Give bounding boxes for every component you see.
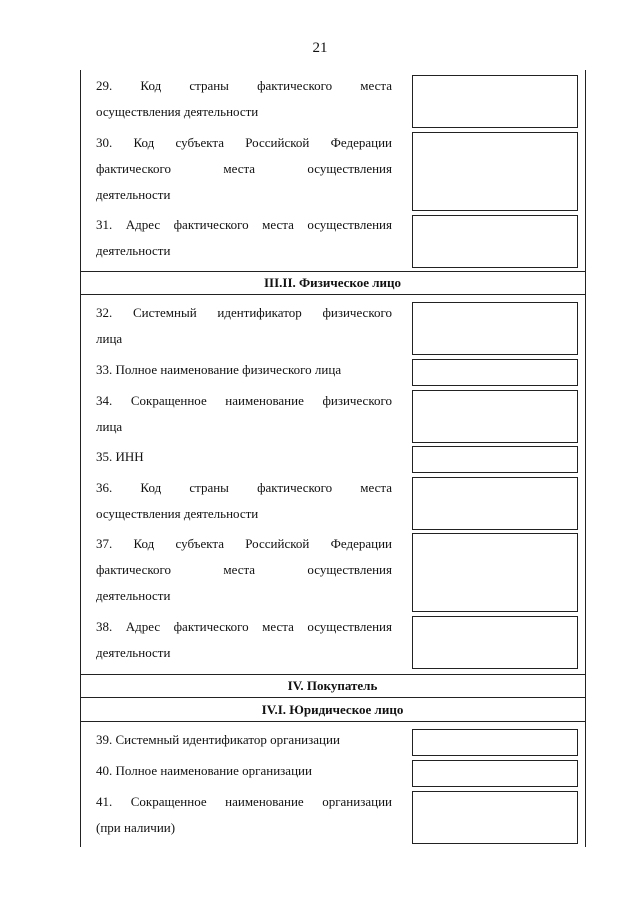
field-label xyxy=(96,357,392,383)
field-label-line-first: 33. Полное наименование физического лица xyxy=(96,362,342,377)
field-label-line-first: 38. Адрес фактического места осуществления xyxy=(96,619,392,634)
field-label-line: фактического места осуществления xyxy=(96,161,392,176)
field-label-line: осуществления деятельности xyxy=(96,506,259,521)
field-label-line: лица xyxy=(96,331,123,346)
field-label-line: деятельности xyxy=(96,588,171,603)
field-label-line: фактического места осуществления xyxy=(96,562,392,577)
section-rule xyxy=(80,294,585,295)
field-label-line: осуществления деятельности xyxy=(96,104,259,119)
field-label xyxy=(96,300,392,352)
input-box-30[interactable] xyxy=(412,132,578,211)
input-box-32[interactable] xyxy=(412,302,578,355)
field-label-line-first: 30. Код субъекта Российской Федерации xyxy=(96,135,392,150)
field-label xyxy=(96,758,392,784)
section-rule xyxy=(80,271,585,272)
field-label xyxy=(96,212,392,264)
input-box-36[interactable] xyxy=(412,477,578,530)
input-box-41[interactable] xyxy=(412,791,578,844)
field-label-line-first: 39. Системный идентификатор организации xyxy=(96,732,340,747)
input-box-40[interactable] xyxy=(412,760,578,787)
field-label-line-first: 41. Сокращенное наименование организации xyxy=(96,794,392,809)
section-heading-legal-entity: IV.I. Юридическое лицо xyxy=(261,702,404,717)
field-label xyxy=(96,444,392,470)
field-label xyxy=(96,789,392,841)
input-box-37[interactable] xyxy=(412,533,578,612)
field-label-line-first: 35. ИНН xyxy=(96,449,144,464)
section-rule xyxy=(80,697,585,698)
field-label-line-first: 32. Системный идентификатор физического xyxy=(96,305,392,320)
section-rule xyxy=(80,674,585,675)
field-label xyxy=(96,475,392,527)
field-label-line-first: 29. Код страны фактического места xyxy=(96,78,392,93)
input-box-39[interactable] xyxy=(412,729,578,756)
field-label-line: (при наличии) xyxy=(96,820,176,835)
field-label-line-first: 34. Сокращенное наименование физического xyxy=(96,393,392,408)
input-box-29[interactable] xyxy=(412,75,578,128)
field-label xyxy=(96,130,392,208)
field-label-line-first: 31. Адрес фактического места осуществления xyxy=(96,217,392,232)
input-box-35[interactable] xyxy=(412,446,578,473)
field-label xyxy=(96,727,392,753)
section-heading-individual: III.II. Физическое лицо xyxy=(263,275,402,290)
field-label xyxy=(96,614,392,666)
field-label-line: деятельности xyxy=(96,187,171,202)
field-label-line-first: 40. Полное наименование организации xyxy=(96,763,312,778)
input-box-38[interactable] xyxy=(412,616,578,669)
field-label xyxy=(96,73,392,125)
input-box-33[interactable] xyxy=(412,359,578,386)
input-box-34[interactable] xyxy=(412,390,578,443)
field-label xyxy=(96,388,392,440)
field-label xyxy=(96,531,392,609)
section-heading-buyer: IV. Покупатель xyxy=(287,678,378,693)
field-label-line: лица xyxy=(96,419,123,434)
page-number: 21 xyxy=(312,40,328,56)
field-label-line: деятельности xyxy=(96,243,171,258)
field-label-line-first: 36. Код страны фактического места xyxy=(96,480,392,495)
field-label-line: деятельности xyxy=(96,645,171,660)
input-box-31[interactable] xyxy=(412,215,578,268)
field-label-line-first: 37. Код субъекта Российской Федерации xyxy=(96,536,392,551)
section-rule xyxy=(80,721,585,722)
